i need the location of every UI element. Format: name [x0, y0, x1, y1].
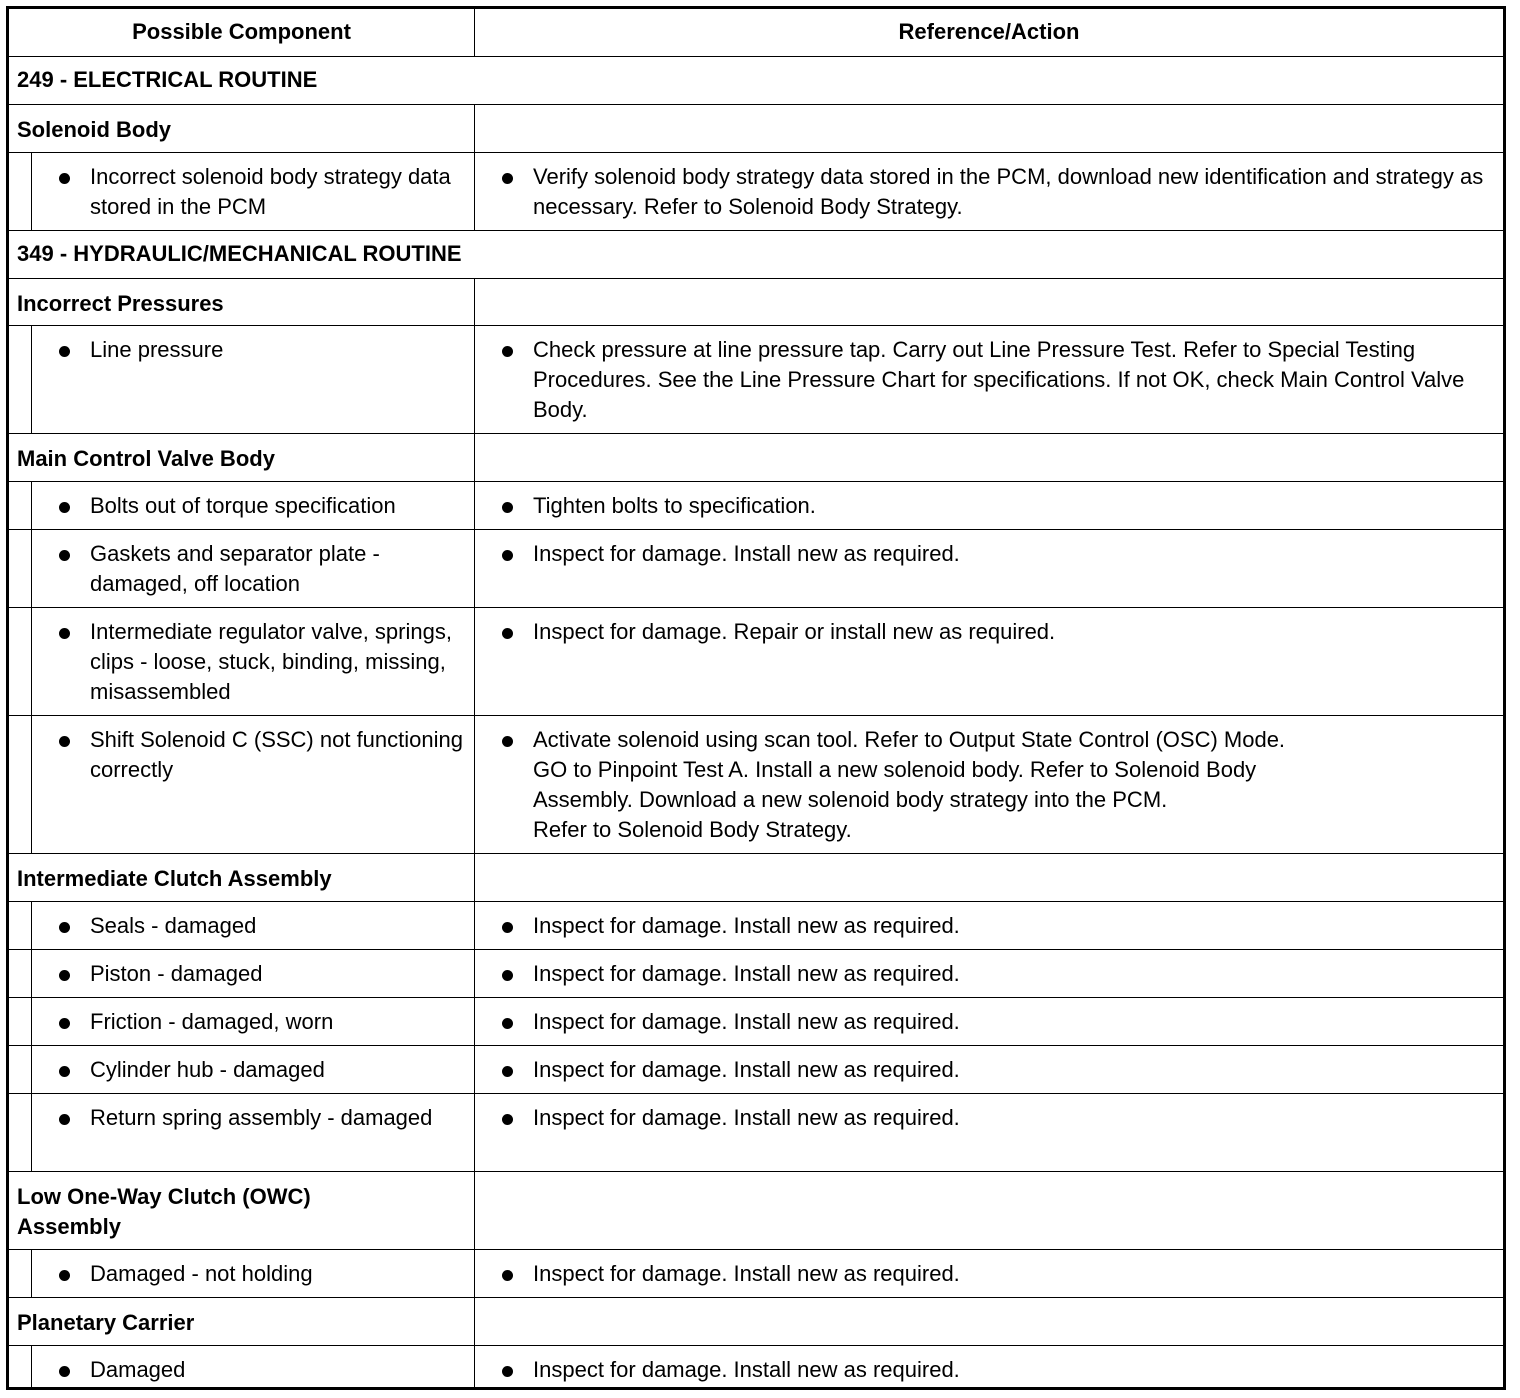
- group-action-empty: [475, 279, 1503, 325]
- component-cell: [9, 1250, 475, 1297]
- action-cell: [475, 998, 1503, 1045]
- bullet-icon: [502, 736, 513, 747]
- indent-column: [9, 950, 32, 997]
- action-cell: [475, 326, 1503, 433]
- component-text: Bolts out of torque specification: [90, 493, 396, 518]
- table-row: [9, 481, 1503, 529]
- action-text: Inspect for damage. Repair or install new as required.: [533, 619, 1056, 644]
- action-cell: [475, 1346, 1503, 1387]
- group-row-solenoid-body: [9, 104, 1503, 152]
- bullet-icon: [59, 736, 70, 747]
- action-text: Inspect for damage. Install new as required.: [533, 1009, 960, 1034]
- group-action-empty: [475, 434, 1503, 481]
- indent-column: [9, 1346, 32, 1387]
- bullet-icon: [502, 550, 513, 561]
- indent-column: [9, 326, 32, 433]
- section-title: 349 - HYDRAULIC/MECHANICAL ROUTINE: [17, 241, 462, 266]
- component-cell: [9, 1094, 475, 1171]
- action-cell: [475, 1094, 1503, 1171]
- bullet-icon: [59, 346, 70, 357]
- component-text: Line pressure: [90, 337, 224, 362]
- table-row: [9, 529, 1503, 607]
- indent-column: [9, 153, 32, 230]
- component-text: Damaged - not holding: [90, 1261, 313, 1286]
- bullet-icon: [502, 1066, 513, 1077]
- indent-column: [9, 1094, 32, 1171]
- bullet-icon: [502, 1270, 513, 1281]
- indent-column: [9, 902, 32, 949]
- component-text: Intermediate regulator valve, springs, clips - loose, stuck, binding, missing, misassembled: [90, 619, 452, 704]
- action-cell: [475, 608, 1503, 715]
- group-action-empty: [475, 1298, 1503, 1345]
- table-row: [9, 997, 1503, 1045]
- bullet-icon: [502, 346, 513, 357]
- bullet-icon: [59, 1366, 70, 1377]
- bullet-icon: [59, 628, 70, 639]
- component-text: Shift Solenoid C (SSC) not functioning correctly: [90, 727, 463, 782]
- action-cell: [475, 482, 1503, 529]
- group-title: Solenoid Body: [9, 105, 475, 152]
- column-header-component: Possible Component: [9, 9, 475, 56]
- bullet-icon: [59, 1066, 70, 1077]
- component-cell: [9, 326, 475, 433]
- bullet-icon: [502, 173, 513, 184]
- table-header-row: [9, 9, 1503, 56]
- action-cell: [475, 950, 1503, 997]
- component-cell: [9, 902, 475, 949]
- component-text: Incorrect solenoid body strategy data stored in the PCM: [90, 164, 451, 219]
- bullet-icon: [59, 970, 70, 981]
- component-cell: [9, 716, 475, 853]
- bullet-icon: [502, 628, 513, 639]
- table-row: [9, 949, 1503, 997]
- section-row-hydraulic: [9, 230, 1503, 278]
- action-text: Inspect for damage. Install new as required.: [533, 1261, 960, 1286]
- group-title: Incorrect Pressures: [9, 279, 475, 325]
- component-text: Friction - damaged, worn: [90, 1009, 334, 1034]
- action-cell: [475, 902, 1503, 949]
- bullet-icon: [59, 173, 70, 184]
- action-text: Inspect for damage. Install new as required.: [533, 541, 960, 566]
- action-cell: [475, 153, 1503, 230]
- table-row: [9, 901, 1503, 949]
- table-row: [9, 1345, 1503, 1387]
- bullet-icon: [502, 1114, 513, 1125]
- bullet-icon: [59, 1270, 70, 1281]
- component-cell: [9, 530, 475, 607]
- indent-column: [9, 998, 32, 1045]
- section-title: 249 - ELECTRICAL ROUTINE: [17, 67, 318, 92]
- group-title: Intermediate Clutch Assembly: [9, 854, 475, 901]
- bullet-icon: [502, 1018, 513, 1029]
- group-action-empty: [475, 1172, 1503, 1249]
- component-text: Return spring assembly - damaged: [90, 1105, 433, 1130]
- indent-column: [9, 1046, 32, 1093]
- group-action-empty: [475, 105, 1503, 152]
- table-row: [9, 607, 1503, 715]
- indent-column: [9, 716, 32, 853]
- component-cell: [9, 608, 475, 715]
- action-text: Tighten bolts to specification.: [533, 493, 816, 518]
- table-row: [9, 1045, 1503, 1093]
- component-cell: [9, 1346, 475, 1387]
- bullet-icon: [59, 1018, 70, 1029]
- action-text: Inspect for damage. Install new as required.: [533, 961, 960, 986]
- group-row-main-control-valve-body: [9, 433, 1503, 481]
- column-header-action: Reference/Action: [898, 19, 1080, 44]
- indent-column: [9, 482, 32, 529]
- bullet-icon: [59, 1114, 70, 1125]
- bullet-icon: [59, 502, 70, 513]
- action-line: GO to Pinpoint Test A. Install a new solenoid body. Refer to Solenoid Body: [533, 757, 1257, 782]
- action-line: Refer to Solenoid Body Strategy.: [533, 817, 852, 842]
- group-title: Low One-Way Clutch (OWC) Assembly: [9, 1172, 475, 1249]
- action-line: Activate solenoid using scan tool. Refer to Output State Control (OSC) Mode.: [533, 727, 1286, 752]
- table-row: [9, 152, 1503, 230]
- component-cell: [9, 950, 475, 997]
- action-text: Verify solenoid body strategy data stored in the PCM, download new identification and strategy as necessary. Refer to Solenoid Body Strategy.: [533, 164, 1484, 219]
- action-cell: [475, 716, 1503, 853]
- group-row-low-owc: [9, 1171, 1503, 1249]
- bullet-icon: [502, 922, 513, 933]
- component-text: Damaged: [90, 1357, 186, 1382]
- component-text: Cylinder hub - damaged: [90, 1057, 325, 1082]
- indent-column: [9, 530, 32, 607]
- action-cell: [475, 1250, 1503, 1297]
- component-text: Piston - damaged: [90, 961, 263, 986]
- group-title: Planetary Carrier: [9, 1298, 475, 1345]
- table-row: [9, 325, 1503, 433]
- action-text: Check pressure at line pressure tap. Carry out Line Pressure Test. Refer to Special Testing Procedures. See the Line Pressure Chart for specifications. If not OK, check Main Control Valve Body.: [533, 337, 1465, 422]
- section-row-electrical: [9, 56, 1503, 104]
- action-text: Inspect for damage. Install new as required.: [533, 1357, 960, 1382]
- table-row: [9, 715, 1503, 853]
- action-cell: [475, 1046, 1503, 1093]
- table-row: [9, 1249, 1503, 1297]
- group-row-incorrect-pressures: [9, 278, 1503, 325]
- diagnostic-table: [6, 6, 1506, 1390]
- bullet-icon: [502, 502, 513, 513]
- component-text: Seals - damaged: [90, 913, 257, 938]
- indent-column: [9, 608, 32, 715]
- component-cell: [9, 482, 475, 529]
- component-text: Gaskets and separator plate - damaged, off location: [90, 541, 380, 596]
- table-row: [9, 1093, 1503, 1171]
- component-cell: [9, 1046, 475, 1093]
- group-action-empty: [475, 854, 1503, 901]
- group-row-intermediate-clutch: [9, 853, 1503, 901]
- group-row-planetary-carrier: [9, 1297, 1503, 1345]
- action-text: Inspect for damage. Install new as required.: [533, 1057, 960, 1082]
- component-cell: [9, 998, 475, 1045]
- bullet-icon: [502, 1366, 513, 1377]
- action-text: Inspect for damage. Install new as required.: [533, 913, 960, 938]
- indent-column: [9, 1250, 32, 1297]
- bullet-icon: [59, 550, 70, 561]
- bullet-icon: [59, 922, 70, 933]
- action-line: Assembly. Download a new solenoid body strategy into the PCM.: [533, 787, 1168, 812]
- component-cell: [9, 153, 475, 230]
- bullet-icon: [502, 970, 513, 981]
- action-text: Inspect for damage. Install new as required.: [533, 1105, 960, 1130]
- group-title: Main Control Valve Body: [9, 434, 475, 481]
- action-cell: [475, 530, 1503, 607]
